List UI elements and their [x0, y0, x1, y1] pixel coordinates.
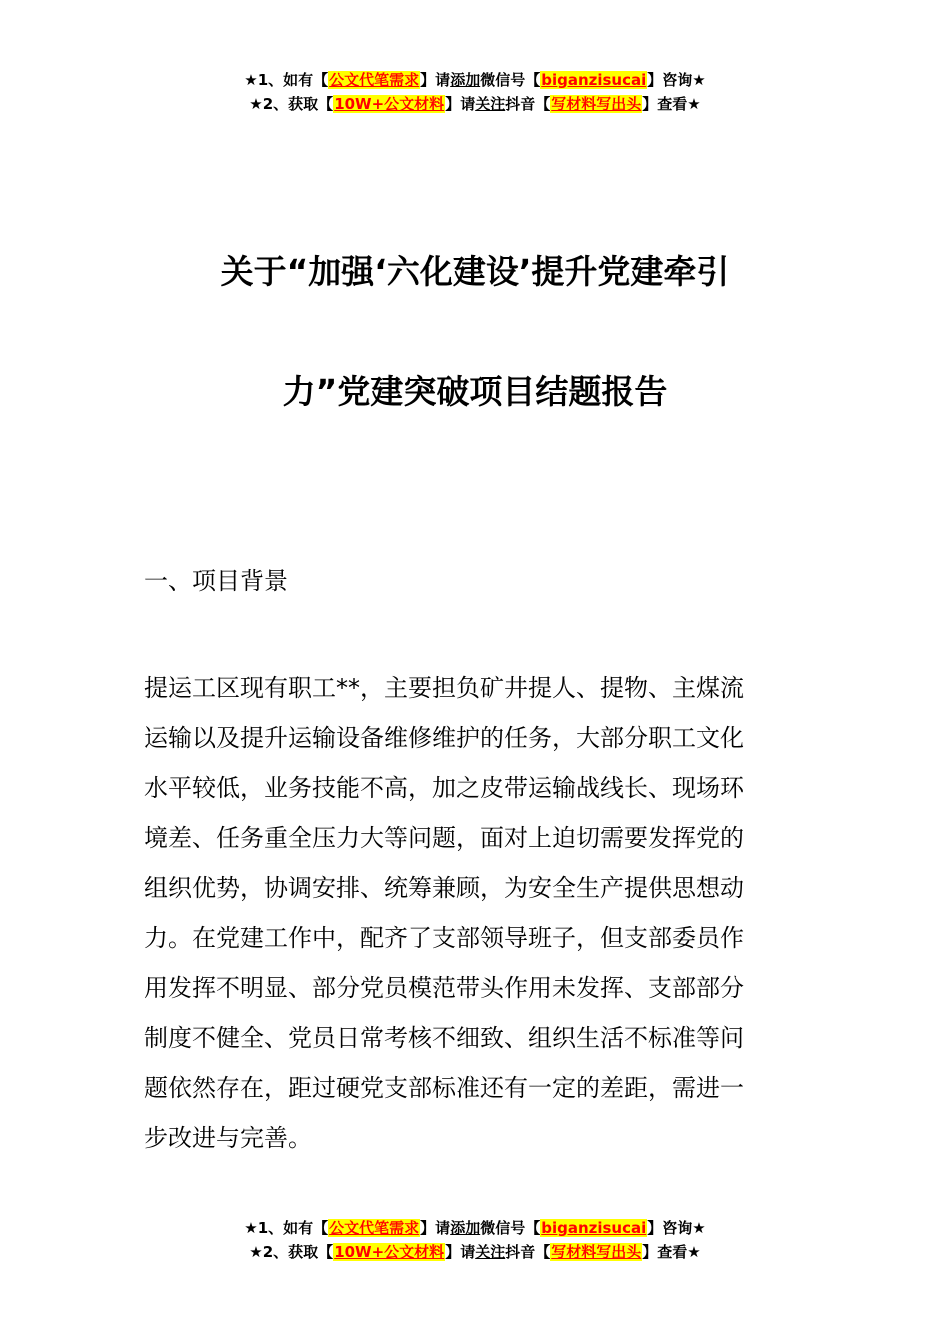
section-heading: 一、项目背景	[144, 567, 288, 595]
promo-underlined-text: 关注	[475, 1243, 506, 1261]
promo-highlight: biganzisucai	[541, 71, 647, 89]
document-title-line-2: 力”党建突破项目结题报告	[282, 372, 668, 411]
promo-text: ★2、获取【	[249, 1243, 334, 1261]
promo-underlined-text: 关注	[475, 95, 506, 113]
promo-text: 】咨询★	[647, 1219, 706, 1237]
promo-text: 】查看★	[642, 1243, 701, 1261]
promo-text: 】请	[445, 1243, 476, 1261]
promo-text: 】查看★	[642, 95, 701, 113]
promo-line-1	[0, 68, 950, 92]
promo-underlined-text: 添加	[450, 1219, 481, 1237]
promo-line-1	[0, 1216, 950, 1240]
promo-line-2	[0, 1240, 950, 1264]
paragraph-line: 水平较低，业务技能不高，加之皮带运输战线长、现场环	[144, 774, 744, 802]
promo-banner-bottom	[0, 1216, 950, 1264]
promo-text: 微信号【	[480, 1219, 541, 1237]
paragraph-line: 运输以及提升运输设备维修维护的任务，大部分职工文化	[144, 724, 744, 752]
promo-text: ★1、如有【	[244, 1219, 329, 1237]
promo-highlight: 10W+公文材料	[334, 1243, 445, 1261]
promo-text: 微信号【	[480, 71, 541, 89]
promo-text: 抖音【	[505, 1243, 551, 1261]
paragraph-line: 步改进与完善。	[144, 1124, 312, 1152]
paragraph-line: 用发挥不明显、部分党员模范带头作用未发挥、支部部分	[144, 974, 744, 1002]
body-paragraph	[144, 663, 814, 1163]
promo-text: ★1、如有【	[244, 71, 329, 89]
paragraph-line: 力。在党建工作中，配齐了支部领导班子，但支部委员作	[144, 924, 744, 952]
promo-highlight: 10W+公文材料	[334, 95, 445, 113]
promo-highlight: biganzisucai	[541, 1219, 647, 1237]
promo-highlight: 公文代笔需求	[329, 71, 420, 89]
promo-text: 】请	[420, 71, 451, 89]
promo-text: 抖音【	[505, 95, 551, 113]
paragraph-line: 提运工区现有职工**，主要担负矿井提人、提物、主煤流	[144, 674, 744, 702]
promo-line-2	[0, 92, 950, 116]
promo-underlined-text: 添加	[450, 71, 481, 89]
paragraph-line: 制度不健全、党员日常考核不细致、组织生活不标准等问	[144, 1024, 744, 1052]
promo-banner-top	[0, 68, 950, 116]
promo-highlight: 写材料写出头	[551, 95, 642, 113]
promo-text: 】请	[420, 1219, 451, 1237]
promo-text: 】请	[445, 95, 476, 113]
promo-highlight: 公文代笔需求	[329, 1219, 420, 1237]
document-title-line-1: 关于“加强‘六化建设’提升党建牵引	[220, 252, 730, 291]
paragraph-line: 题依然存在，距过硬党支部标准还有一定的差距，需进一	[144, 1074, 744, 1102]
paragraph-line: 境差、任务重全压力大等问题，面对上迫切需要发挥党的	[144, 824, 744, 852]
promo-highlight: 写材料写出头	[551, 1243, 642, 1261]
promo-text: 】咨询★	[647, 71, 706, 89]
paragraph-line: 组织优势，协调安排、统筹兼顾，为安全生产提供思想动	[144, 874, 744, 902]
promo-text: ★2、获取【	[249, 95, 334, 113]
